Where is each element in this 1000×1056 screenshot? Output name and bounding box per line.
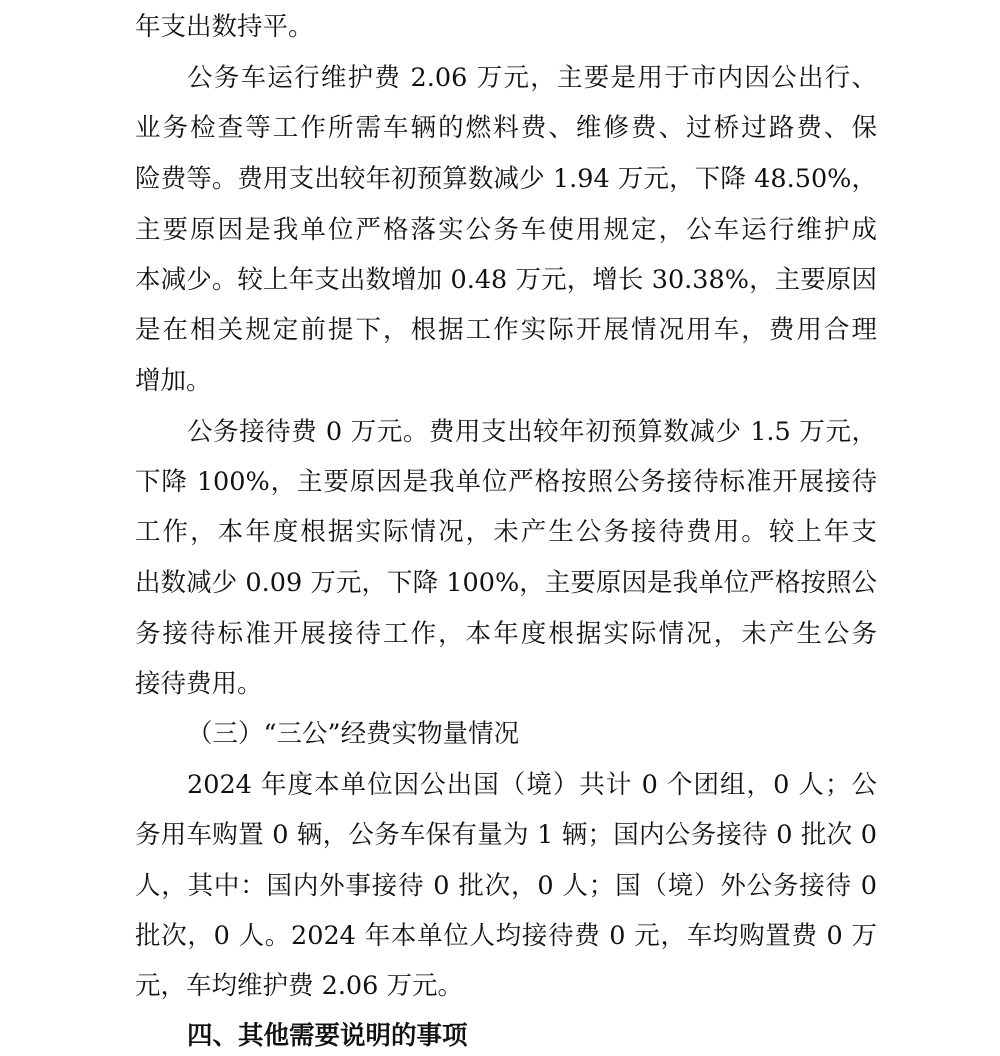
paragraph-line: 工作，本年度根据实际情况，未产生公务接待费用。较上年支 [135,517,877,547]
paragraph-line: 是在相关规定前提下，根据工作实际开展情况用车，费用合理 [135,315,877,345]
section-heading: 四、其他需要说明的事项 [187,1021,468,1051]
paragraph-line: 务接待标准开展接待工作，本年度根据实际情况，未产生公务 [135,619,877,649]
paragraph-line: 险费等。费用支出较年初预算数减少 1.94 万元，下降 48.50%， [135,164,877,194]
paragraph-line: 元，车均维护费 2.06 万元。 [135,971,463,1001]
paragraph-line: 本减少。较上年支出数增加 0.48 万元，增长 30.38%，主要原因 [135,265,877,295]
paragraph-line: 下降 100%，主要原因是我单位严格按照公务接待标准开展接待 [135,467,877,497]
paragraph-line: 接待费用。 [135,669,263,699]
paragraph-line: 批次，0 人。2024 年本单位人均接待费 0 元，车均购置费 0 万 [135,921,877,951]
paragraph-line: 主要原因是我单位严格落实公务车使用规定，公车运行维护成 [135,215,877,245]
paragraph-line: 增加。 [135,366,212,396]
paragraph-line: 业务检查等工作所需车辆的燃料费、维修费、过桥过路费、保 [135,113,877,143]
paragraph-line: 人，其中：国内外事接待 0 批次，0 人；国（境）外公务接待 0 [135,871,877,901]
paragraph-line: 公务接待费 0 万元。费用支出较年初预算数减少 1.5 万元， [187,417,877,447]
section-subheading: （三）“三公”经费实物量情况 [187,719,520,749]
paragraph-line: 公务车运行维护费 2.06 万元，主要是用于市内因公出行、 [187,63,877,93]
paragraph-line: 年支出数持平。 [135,12,314,42]
paragraph-line: 务用车购置 0 辆，公务车保有量为 1 辆；国内公务接待 0 批次 0 [135,820,877,850]
paragraph-line: 出数减少 0.09 万元，下降 100%，主要原因是我单位严格按照公 [135,568,877,598]
paragraph-line: 2024 年度本单位因公出国（境）共计 0 个团组，0 人；公 [187,770,877,800]
